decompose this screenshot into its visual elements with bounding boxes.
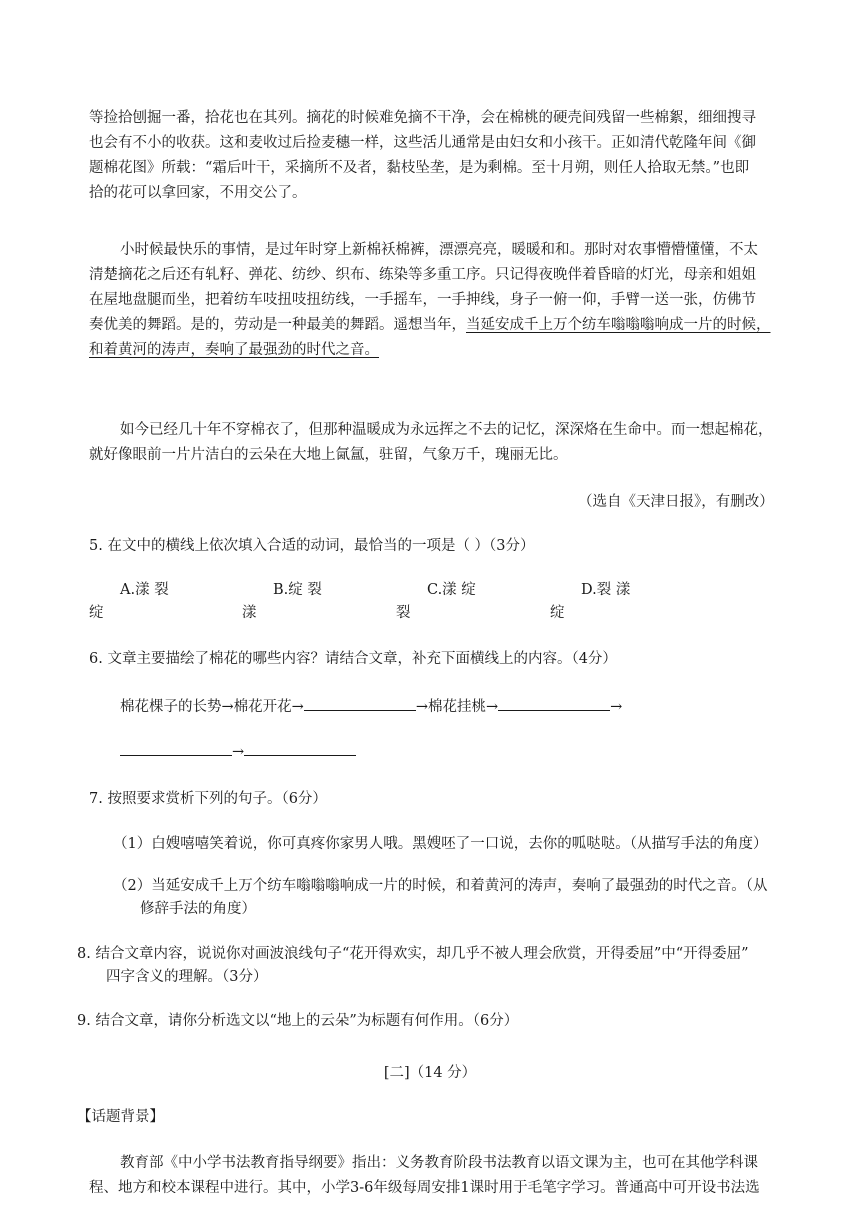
q6-flow-line2 <box>120 741 356 762</box>
q5-option-c-cont: 裂 <box>396 605 411 621</box>
section-2-heading: [二]（14 分） <box>383 1065 477 1081</box>
q6-arrow: → <box>610 699 623 715</box>
para1-line3: 题棉花图》所载：“霜后叶干，采摘所不及者，黏枝坠垄，是为剩棉。至十月朔，则任人拾取无禁。”也即 <box>89 160 750 176</box>
q5-option-b-cont: 漾 <box>242 605 257 621</box>
q6-flow-line1 <box>120 696 622 717</box>
q6-arrow-2: → <box>232 744 245 760</box>
q5-option-c: C.漾 绽 <box>427 582 476 598</box>
q5-option-a: A.漾 裂 <box>120 582 169 598</box>
q5-option-b: B.绽 裂 <box>273 582 322 598</box>
q6-blank-1[interactable] <box>304 696 416 711</box>
q5-option-d-cont: 绽 <box>550 605 565 621</box>
para2-line1: 小时候最快乐的事情，是过年时穿上新棉袄棉裤，漂漂亮亮，暖暖和和。那时对农事懵懵懂懂，不太 <box>120 242 758 258</box>
q6-step1: 棉花棵子的长势→棉花开花→ <box>120 699 304 715</box>
para1-line1: 等捡拾刨掘一番，拾花也在其列。摘花的时候难免摘不干净，会在棉桃的硬壳间残留一些棉絮，细细搜寻 <box>89 110 756 126</box>
para2-line3: 在屋地盘腿而坐，把着纺车吱扭吱扭纺线，一手摇车，一手抻线，身子一俯一仰，手臂一送一张，仿佛节 <box>89 292 756 308</box>
underlined-sentence-part2: 和着黄河的涛声，奏响了最强劲的时代之音。 <box>89 342 379 358</box>
q6-blank-2[interactable] <box>498 696 610 711</box>
question-7: 7. 按照要求赏析下列的句子。（6分） <box>89 791 327 807</box>
underlined-sentence-part1: 当延安成千上万个纺车嗡嗡嗡响成一片的时候， <box>466 317 771 333</box>
section2-para-line1: 教育部《中小学书法教育指导纲要》指出：义务教育阶段书法教育以语文课为主，也可在其他学科课 <box>120 1155 758 1171</box>
para3-line2: 就好像眼前一片片洁白的云朵在大地上氤氲，驻留，气象万千，瑰丽无比。 <box>89 447 568 463</box>
question-9: 9. 结合文章，请你分析选文以“地上的云朵”为标题有何作用。（6分） <box>77 1013 519 1029</box>
source-note: （选自《天津日报》，有删改） <box>578 494 774 510</box>
q6-blank-3[interactable] <box>120 741 232 756</box>
para1-line2: 也会有不小的收获。这和麦收过后捡麦穗一样，这些活儿通常是由妇女和小孩干。正如清代乾隆年间《御 <box>89 135 756 151</box>
para1-line4: 拾的花可以拿回家，不用交公了。 <box>89 185 307 201</box>
para2-line2: 清楚摘花之后还有轧籽、弹花、纺纱、织布、练染等多重工序。只记得夜晚伴着昏暗的灯光，母亲和姐姐 <box>89 267 756 283</box>
para3-line1: 如今已经几十年不穿棉衣了，但那种温暖成为永远挥之不去的记忆，深深烙在生命中。而一想起棉花， <box>120 422 773 438</box>
section2-para-line2: 程、地方和校本课程中进行。其中，小学3-6年级每周安排1课时用于毛笔字学习。普通高中可开设书法选 <box>89 1180 760 1196</box>
para2-line4: 奏优美的舞蹈。是的，劳动是一种最美的舞蹈。遥想当年，当延安成千上万个纺车嗡嗡嗡响成一片的时候， <box>89 317 771 333</box>
question-8-cont: 四字含义的理解。（3分） <box>106 969 268 985</box>
question-5: 5. 在文中的横线上依次填入合适的动词，最恰当的一项是（ ）（3分） <box>89 538 535 554</box>
q5-option-d: D.裂 漾 <box>581 582 631 598</box>
question-6: 6. 文章主要描绘了棉花的哪些内容？请结合文章，补充下面横线上的内容。（4分） <box>89 651 617 667</box>
q7-item-1: （1）白嫂嘻嘻笑着说，你可真疼你家男人哦。黑嫂呸了一口说，去你的呱哒哒。（从描写手法的角度） <box>113 836 768 852</box>
q6-blank-4[interactable] <box>244 741 356 756</box>
q7-item-2: （2）当延安成千上万个纺车嗡嗡嗡响成一片的时候，和着黄河的涛声，奏响了最强劲的时代之音。（从 <box>113 878 768 894</box>
topic-background-label: 【话题背景】 <box>77 1109 164 1125</box>
q6-step2: →棉花挂桃→ <box>415 699 499 715</box>
q5-option-a-cont: 绽 <box>89 605 104 621</box>
question-8: 8. 结合文章内容，说说你对画波浪线句子“花开得欢实，却几乎不被人理会欣赏，开得委屈”中“开得委屈” <box>77 946 749 962</box>
q7-item-2-cont: 修辞手法的角度） <box>140 901 256 917</box>
